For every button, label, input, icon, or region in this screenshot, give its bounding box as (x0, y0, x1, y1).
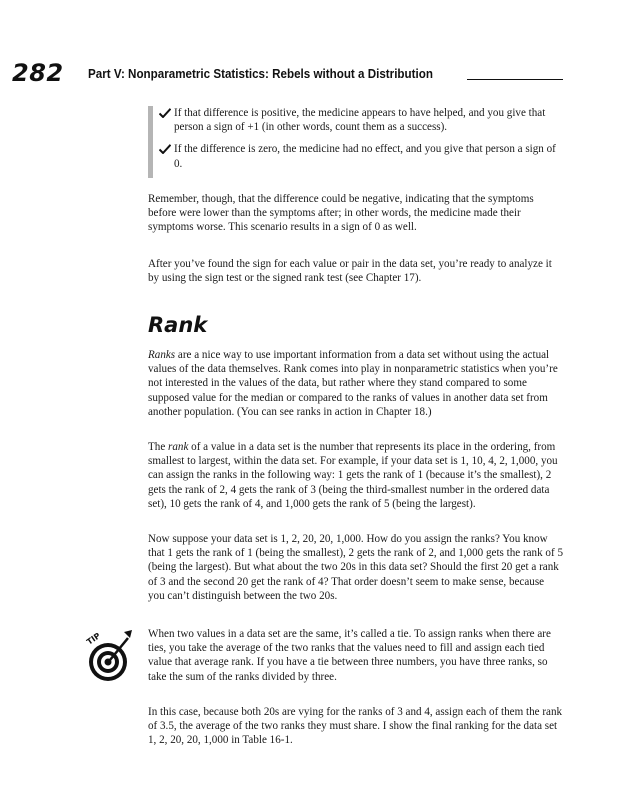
list-item (158, 142, 563, 170)
paragraph-body: of a value in a data set is the number that represents its place in the ordering, from smallest to largest, within the data set. For example, if your data set is 1, 10, 4, 2, 1,000, you can assign the ranks in the following way: 1 gets the rank of 1 (because it’s the smallest), 2 gets the rank of 2, 4 gets the rank of 3 (being the third-smallest number in the ordered data set), 10 gets the rank of 4, and 1,000 gets the rank of 5 (being the largest). (148, 441, 558, 510)
running-head: Part V: Nonparametric Statistics: Rebels without a Distribution (88, 67, 433, 81)
bullet-text: If that difference is positive, the medicine appears to have helped, and you give that person a sign of +1 (in other words, count them as a success). (174, 107, 546, 134)
page-number: 282 (12, 59, 64, 87)
paragraph-ranks-intro (148, 348, 563, 419)
paragraph-tie-example (148, 705, 563, 748)
term-ranks: Ranks (148, 349, 176, 361)
term-rank: rank (168, 441, 189, 453)
checkmark-icon (159, 144, 171, 154)
page-header (12, 60, 572, 86)
paragraph-text: Remember, though, that the difference could be negative, indicating that the symptoms before were lower than the symptoms after; in other words, the medicine made their symptoms worse. This scenario results in a sign of 0 as well. (148, 193, 534, 234)
paragraph-lead: The (148, 441, 169, 453)
paragraph-text: When two values in a data set are the same, it’s called a tie. To assign ranks when there are ties, you take the average of the two ranks that the values need to fill and assign each tied value that average rank. If you have a tie between three numbers, you have three ranks, so take the sum of the ranks divided by three. (148, 628, 551, 683)
section-heading: Rank (148, 313, 208, 337)
bullet-list (158, 106, 563, 179)
paragraph-text: After you’ve found the sign for each value or pair in the data set, you’re ready to analyze it by using the sign test or the signed rank test (see Chapter 17). (148, 258, 552, 285)
paragraph-ties-question (148, 532, 563, 603)
header-rule (467, 79, 563, 80)
paragraph-text (148, 440, 563, 511)
paragraph-text: Now suppose your data set is 1, 2, 20, 20, 1,000. How do you assign the ranks? You know that 1 gets the rank of 1 (being the smallest), 2 gets the rank of 2, and 1,000 gets the rank of 5 (being the largest). But what about the two 20s in this data set? Should the first 20 get a rank of 3 and the second 20 get the rank of 4? That order doesn’t seem to make sense, because you can’t distinguish between the two 20s. (148, 533, 563, 602)
paragraph-text (148, 348, 563, 419)
paragraph-negative-difference (148, 192, 563, 235)
checkmark-icon (159, 108, 171, 118)
tip-target-icon (84, 624, 136, 686)
paragraph-body: are a nice way to use important information from a data set without using the actual values of the data themselves. Rank comes into play in nonparametric statistics when you’re not interested in the values of the data, but rather where they stand compared to some supposed value for the median or compared to the ranks of values in another data set from another population. (You can see ranks in action in Chapter 18.) (148, 349, 558, 418)
paragraph-rank-definition (148, 440, 563, 511)
list-sidebar-bar (148, 106, 153, 178)
paragraph-tie-rule (148, 627, 563, 684)
paragraph-sign-test (148, 257, 563, 285)
bullet-text: If the difference is zero, the medicine had no effect, and you give that person a sign of 0. (174, 143, 556, 170)
paragraph-text: In this case, because both 20s are vying for the ranks of 3 and 4, assign each of them the rank of 3.5, the average of the two ranks they must share. I show the final ranking for the data set 1, 2, 20, 20, 1,000 in Table 16-1. (148, 706, 563, 747)
tip-label: TIP (85, 631, 103, 647)
list-item (158, 106, 563, 134)
